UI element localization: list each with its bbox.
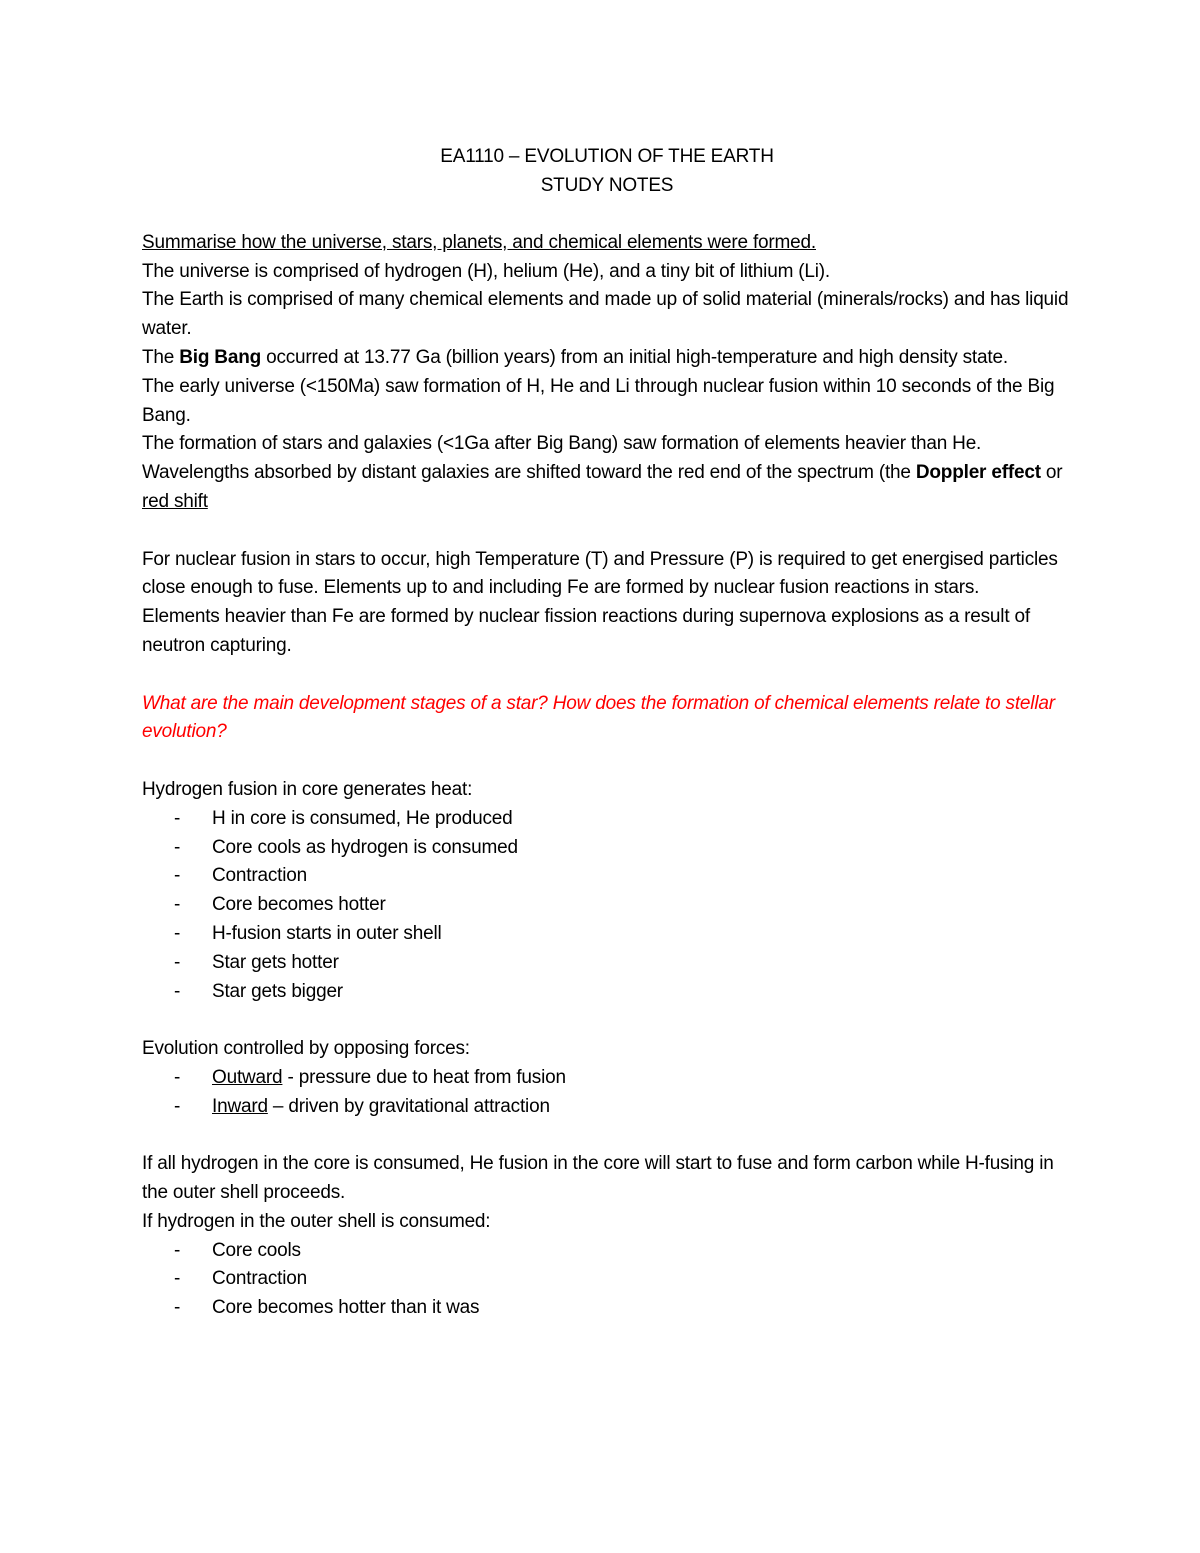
- dash-bullet: -: [174, 922, 181, 944]
- dash-bullet: -: [174, 807, 181, 829]
- spacer: [142, 747, 1072, 776]
- dash-bullet: -: [174, 836, 181, 858]
- list-item: [142, 978, 1072, 1007]
- list-item-text: Star gets hotter: [212, 951, 339, 973]
- paragraph-heavier-elements: Elements heavier than Fe are formed by nuclear fission reactions during supernova explosions as a result of neutron capturing.: [142, 606, 1030, 656]
- text-run: Wavelengths absorbed by distant galaxies are shifted toward the red end of the spectrum (the: [142, 462, 916, 484]
- dash-bullet: -: [174, 894, 181, 916]
- list-item: [142, 1237, 1072, 1266]
- paragraph-red-shift: [142, 459, 1072, 517]
- dash-bullet: -: [174, 1066, 181, 1088]
- paragraph-helium-fusion: If all hydrogen in the core is consumed, He fusion in the core will start to fuse and form carbon while H-fusing in the outer shell proceeds.: [142, 1153, 1054, 1204]
- dash-bullet: -: [174, 1095, 181, 1117]
- text-run: or: [1040, 462, 1063, 484]
- list-item: [142, 862, 1072, 891]
- dash-bullet: -: [174, 1268, 181, 1290]
- dash-bullet: -: [174, 1297, 181, 1319]
- list-item: [142, 805, 1072, 834]
- paragraph-big-bang: [142, 344, 1072, 373]
- list-item-text: H in core is consumed, He produced: [212, 807, 513, 829]
- list-item-text: Star gets bigger: [212, 980, 343, 1002]
- spacer: [142, 517, 1072, 546]
- paragraph-earth-composition: The Earth is comprised of many chemical elements and made up of solid material (minerals/rocks) and has liquid water.: [142, 289, 1069, 340]
- section-heading-formation: Summarise how the universe, stars, planets, and chemical elements were formed.: [142, 231, 816, 253]
- bold-term-big-bang: Big Bang: [179, 346, 262, 368]
- list-item: [142, 949, 1072, 978]
- list-item-text: Core cools as hydrogen is consumed: [212, 836, 518, 858]
- paragraph-stars-galaxies: The formation of stars and galaxies (<1Ga after Big Bang) saw formation of elements heavier than He.: [142, 433, 982, 455]
- list-intro-hydrogen-fusion: Hydrogen fusion in core generates heat:: [142, 778, 473, 800]
- list-intro-outer-shell: If hydrogen in the outer shell is consumed:: [142, 1210, 491, 1232]
- spacer: [142, 200, 1072, 229]
- spacer: [142, 661, 1072, 690]
- underlined-term-red-shift: red shift: [142, 490, 208, 512]
- list-item-text: Core becomes hotter: [212, 894, 386, 916]
- document-title: EA1110 – EVOLUTION OF THE EARTH: [440, 146, 774, 167]
- list-item: [142, 834, 1072, 863]
- list-item-text: - pressure due to heat from fusion: [282, 1066, 566, 1088]
- list-item-inward: [142, 1093, 1072, 1122]
- list-item-text: H-fusion starts in outer shell: [212, 922, 442, 944]
- dash-bullet: -: [174, 980, 181, 1002]
- list-item: [142, 891, 1072, 920]
- dash-bullet: -: [174, 1239, 181, 1261]
- document-subtitle: STUDY NOTES: [540, 175, 674, 196]
- paragraph-universe-composition: The universe is comprised of hydrogen (H), helium (He), and a tiny bit of lithium (Li).: [142, 260, 830, 282]
- text-run: The: [142, 346, 180, 368]
- document-body: [142, 142, 1072, 1323]
- list-item: [142, 1265, 1072, 1294]
- list-item-text: – driven by gravitational attraction: [267, 1095, 550, 1117]
- list-item-text: Contraction: [212, 865, 307, 887]
- list-intro-opposing-forces: Evolution controlled by opposing forces:: [142, 1038, 470, 1060]
- question-stellar-evolution: What are the main development stages of a star? How does the formation of chemical elements relate to stellar evolution?: [142, 692, 1055, 743]
- spacer: [142, 1006, 1072, 1035]
- spacer: [142, 1122, 1072, 1151]
- opposing-forces-list: [142, 1064, 1072, 1122]
- hydrogen-fusion-list: [142, 805, 1072, 1007]
- list-item-outward: [142, 1064, 1072, 1093]
- paragraph-nuclear-fusion: For nuclear fusion in stars to occur, high Temperature (T) and Pressure (P) is required to get energised particles close enough to fuse. Elements up to and including Fe are formed by nuclear fusion reactions in stars.: [142, 548, 1058, 599]
- list-item: [142, 920, 1072, 949]
- outer-shell-list: [142, 1237, 1072, 1323]
- text-run: occurred at 13.77 Ga (billion years) from an initial high-temperature and high density state.: [261, 346, 1008, 368]
- list-item-text: Contraction: [212, 1268, 307, 1290]
- dash-bullet: -: [174, 951, 181, 973]
- underlined-term-outward: Outward: [212, 1066, 283, 1088]
- dash-bullet: -: [174, 865, 181, 887]
- paragraph-early-universe: The early universe (<150Ma) saw formation of H, He and Li through nuclear fusion within 10 seconds of the Big Bang.: [142, 375, 1055, 426]
- list-item-text: Core cools: [212, 1239, 301, 1261]
- list-item-text: Core becomes hotter than it was: [212, 1297, 480, 1319]
- list-item: [142, 1294, 1072, 1323]
- bold-term-doppler-effect: Doppler effect: [915, 462, 1041, 484]
- underlined-term-inward: Inward: [212, 1095, 268, 1117]
